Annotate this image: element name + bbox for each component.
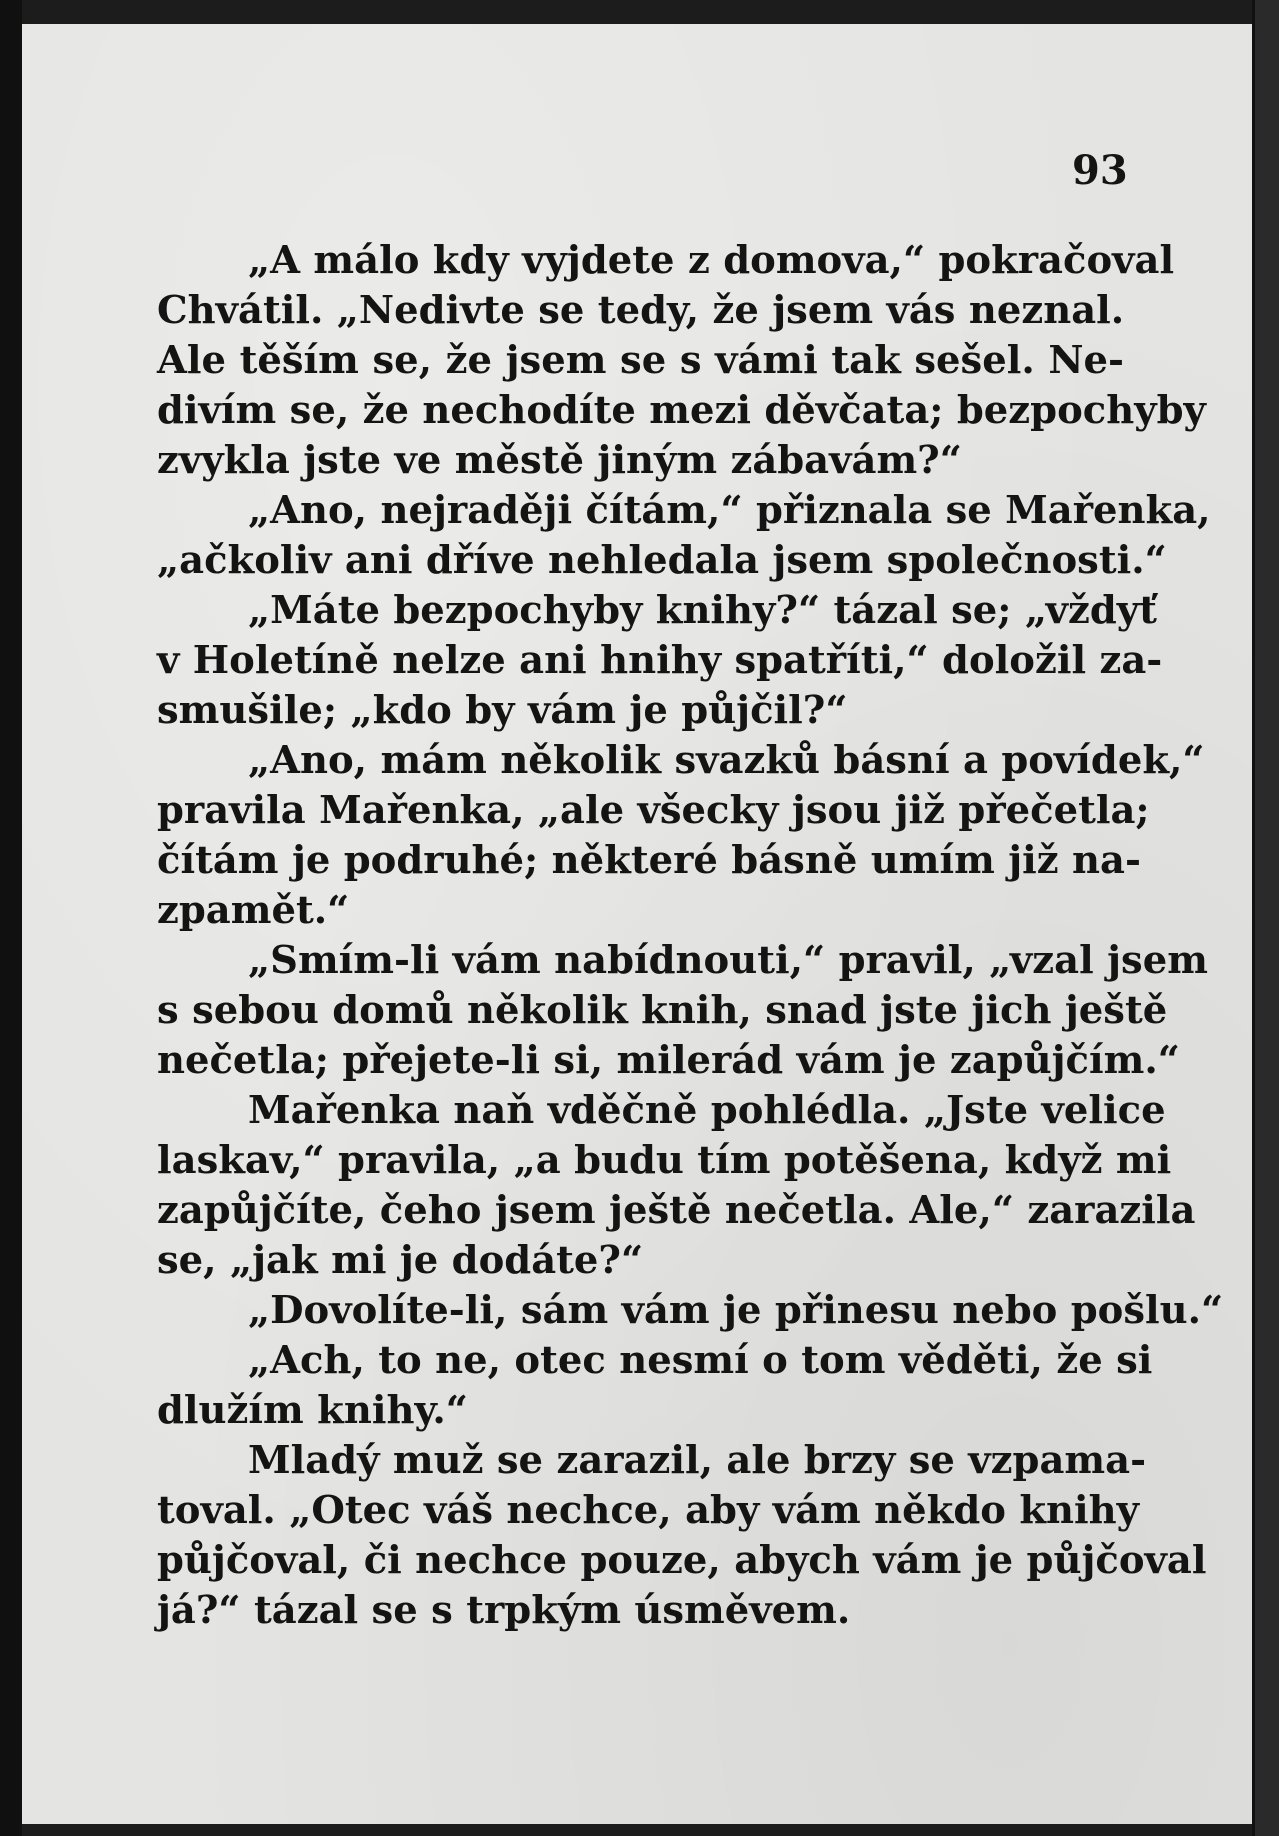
text-line: laskav,“ pravila, „a budu tím potěšena, když mi: [157, 1138, 1172, 1183]
text-line: zapůjčíte, čeho jsem ještě nečetla. Ale,“ zarazila: [157, 1188, 1196, 1233]
text-line: „A málo kdy vyjdete z domova,“ pokračoval: [248, 238, 1175, 283]
text-line: se, „jak mi je dodáte?“: [157, 1238, 644, 1283]
text-line: smušile; „kdo by vám je půjčil?“: [157, 688, 848, 733]
text-line: divím se, že nechodíte mezi děvčata; bezpochyby: [157, 388, 1206, 433]
text-line: „Smím-li vám nabídnouti,“ pravil, „vzal jsem: [248, 938, 1208, 983]
body-text: [157, 236, 1224, 1636]
text-line: „ačkoliv ani dříve nehledala jsem společnosti.“: [157, 538, 1167, 583]
page-number: 93: [1072, 147, 1128, 194]
text-line: „Ach, to ne, otec nesmí o tom věděti, že si: [248, 1338, 1153, 1383]
text-line: „Máte bezpochyby knihy?“ tázal se; „vždyť: [248, 588, 1157, 633]
text-line: Mladý muž se zarazil, ale brzy se vzpama-: [248, 1438, 1147, 1483]
text-line: půjčoval, či nechce pouze, abych vám je půjčoval: [157, 1538, 1207, 1583]
text-line: v Holetíně nelze ani hnihy spatříti,“ doložil za-: [157, 638, 1163, 683]
scan-left-edge: [0, 0, 22, 1836]
text-line: nečetla; přejete-li si, milerád vám je zapůjčím.“: [157, 1038, 1180, 1083]
text-line: čítám je podruhé; některé básně umím již na-: [157, 838, 1141, 883]
text-line: pravila Mařenka, „ale všecky jsou již přečetla;: [157, 788, 1150, 833]
text-line: „Dovolíte-li, sám vám je přinesu nebo pošlu.“: [248, 1288, 1224, 1333]
text-line: s sebou domů několik knih, snad jste jich ještě: [157, 988, 1168, 1033]
scan-right-edge: [1252, 0, 1279, 1836]
text-line: zvykla jste ve městě jiným zábavám?“: [157, 438, 962, 483]
text-line: „Ano, mám několik svazků básní a povídek,“: [248, 738, 1205, 783]
text-line: Mařenka naň vděčně pohlédla. „Jste velice: [248, 1088, 1166, 1133]
text-line: zpamět.“: [157, 888, 350, 933]
text-line: já?“ tázal se s trpkým úsměvem.: [157, 1588, 851, 1633]
text-line: „Ano, nejraději čítám,“ přiznala se Mařenka,: [248, 488, 1211, 533]
book-page: [22, 24, 1256, 1824]
text-line: toval. „Otec váš nechce, aby vám někdo knihy: [157, 1488, 1139, 1533]
text-line: Chvátil. „Nedivte se tedy, že jsem vás neznal.: [157, 288, 1125, 333]
text-line: dlužím knihy.“: [157, 1388, 468, 1433]
text-line: Ale těším se, že jsem se s vámi tak sešel. Ne-: [157, 338, 1124, 383]
